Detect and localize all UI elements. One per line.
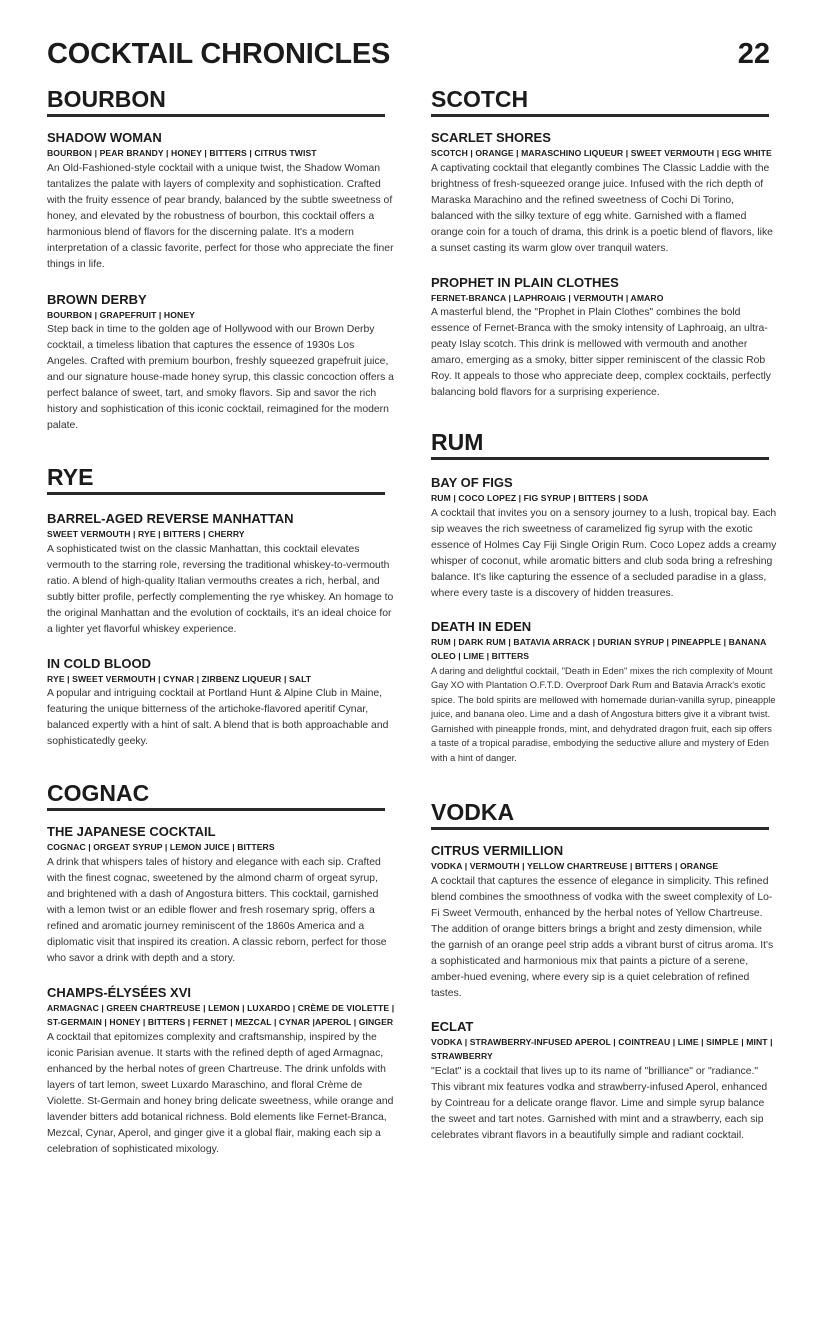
cocktail-name: BROWN DERBY — [47, 291, 147, 307]
cocktail-ingredients: COGNAC | ORGEAT SYRUP | LEMON JUICE | BITTERS — [47, 842, 275, 852]
page-number: 22 — [737, 38, 770, 70]
section-cognac — [47, 780, 395, 1158]
cocktail-description: Step back in time to the golden age of Hollywood with our Brown Derby cocktail, a timeless libation that captures the essence of 1930s Los Angeles. Crafted with premium bourbon, freshly squeezed grapefruit juice, and our signature house-made honey syrup, this classic concoction offers a perfect balance of sweet, tart, and smoky flavors. Sip and savor the rich history and sophistication of this iconic cocktail, reimagined for the modern palate. — [47, 324, 394, 431]
cocktail-champs-elysees-xvi — [47, 985, 395, 1158]
section-heading-cognac: COGNAC — [47, 780, 385, 811]
cocktail-shadow-woman — [47, 130, 395, 273]
cocktail-description: A cocktail that epitomizes complexity and craftsmanship, inspired by the iconic Parisian avenue. It starts with the refined depth of aged Armagnac, enhanced by the herbal notes of green Chartreuse. The drink unfolds with layers of tart lemon, sweet Luxardo Maraschino, and floral Crème de Violette. St-Germain and honey bring delicate sweetness, while orange and lavender bitters add botanical richness. Bold elements like Fernet-Branca, Mezcal, Cynar, Aperol, and ginger give it a global flair, making each sip a celebration of sophisticated mixology. — [47, 1031, 394, 1155]
section-heading-rum: RUM — [431, 429, 769, 460]
cocktail-scarlet-shores — [431, 130, 779, 257]
cocktail-name: BARREL-AGED REVERSE MANHATTAN — [47, 511, 294, 526]
cocktail-name: CHAMPS-ÉLYSÉES XVI — [47, 984, 192, 1000]
cocktail-description: A sophisticated twist on the classic Manhattan, this cocktail elevates vermouth to the starring role, reversing the traditional whiskey-to-vermouth ratio. A blend of high-quality Italian vermouths creates a rich, herbal, and subtly bitter profile, perfectly complementing the rye whiskey. An homage to the original Manhattan and the evolution of cocktails, it's an ideal choice for a lighter yet flavorful whiskey experience. — [47, 543, 394, 635]
cocktail-description: An Old-Fashioned-style cocktail with a unique twist, the Shadow Woman tantalizes the palate with layers of complexity and sophistication. Crafted with the fruity essence of pear brandy, balanced by the subtle sweetness of honey, and elevated by the robustness of bourbon, this cocktail offers a harmonious blend of flavors for the discerning palate. It's a modern interpretation of a classic favorite, perfect for those who appreciate the finer things in life. — [47, 162, 394, 270]
left-column — [47, 86, 395, 1158]
page-title: COCKTAIL CHRONICLES — [47, 38, 391, 70]
cocktail-ingredients: ARMAGNAC | GREEN CHARTREUSE | LEMON | LUXARDO | CRÈME DE VIOLETTE | ST-GERMAIN | HONEY | BITTERS | FERNET | MEZCAL | CYNAR |APEROL | GINGER — [47, 1002, 395, 1027]
cocktail-description: A drink that whispers tales of history and elegance with each sip. Crafted with the finest cognac, sweetened by the almond charm of orgeat syrup, and brightened with a dash of Angostura bitters. This cocktail, garnished with a lemon twist or an edible flower and fresh rosemary sprig, offers a refined and aromatic journey reminiscent of the 1860s America and a diplomatic visit that inspired its creation. A classic reborn, perfect for those who savor a drink with depth and a story. — [47, 856, 387, 964]
cocktail-description: "Eclat" is a cocktail that lives up to its name of "brilliance" or "radiance." This vibrant mix features vodka and strawberry-infused Aperol, enhanced by Cointreau for a delicate orange flavor. Lime and simple syrup balance the sweet and tart notes. Garnished with mint and a strawberry, each sip celebrates vibrant flavors in a beautifully simple and radiant cocktail. — [431, 1065, 768, 1141]
cocktail-description: A popular and intriguing cocktail at Portland Hunt & Alpine Club in Maine, featuring the unique bitterness of the artichoke-flavored aperitif Cynar, balanced expertly with a hint of salt. A blend that is both approachable and sophisticatedly geeky. — [47, 688, 389, 747]
cocktail-ingredients: VODKA | STRAWBERRY-INFUSED APEROL | COINTREAU | LIME | SIMPLE | MINT | STRAWBERRY — [431, 1036, 773, 1061]
cocktail-prophet-in-plain-clothes — [431, 275, 779, 402]
cocktail-name: DEATH IN EDEN — [431, 618, 532, 634]
section-scotch — [431, 86, 779, 401]
cocktail-bay-of-figs — [431, 475, 779, 602]
section-rum — [431, 429, 779, 765]
cocktail-ingredients: BOURBON | GRAPEFRUIT | HONEY — [47, 309, 195, 320]
cocktail-ingredients: BOURBON | PEAR BRANDY | HONEY | BITTERS | CITRUS TWIST — [47, 148, 317, 158]
cocktail-ingredients: VODKA | VERMOUTH | YELLOW CHARTREUSE | BITTERS | ORANGE — [431, 861, 719, 871]
cocktail-ingredients: SWEET VERMOUTH | RYE | BITTERS | CHERRY — [47, 529, 245, 539]
section-rye — [47, 464, 395, 750]
section-vodka — [431, 799, 779, 1144]
section-heading-rye: RYE — [47, 464, 385, 495]
cocktail-description: A cocktail that invites you on a sensory journey to a lush, tropical bay. Each sip weaves the rich sweetness of caramelized fig syrup with the exotic essence of Holmes Cay Fiji Single Origin Rum. Coco Lopez adds a creamy whisper of coconut, while aromatic bitters and club soda bring a refreshing balance. It's like capturing the essence of a secluded paradise in a glass, where every taste is a discovery of hidden treasures. — [431, 507, 777, 599]
cocktail-name: ECLAT — [431, 1018, 474, 1034]
cocktail-name: THE JAPANESE COCKTAIL — [47, 824, 216, 839]
cocktail-citrus-vermillion — [431, 843, 779, 1002]
cocktail-in-cold-blood — [47, 656, 395, 751]
cocktail-name: SCARLET SHORES — [431, 130, 551, 145]
cocktail-ingredients: RUM | COCO LOPEZ | FIG SYRUP | BITTERS | SODA — [431, 493, 649, 503]
cocktail-name: PROPHET IN PLAIN CLOTHES — [431, 274, 619, 290]
section-heading-scotch: SCOTCH — [431, 86, 769, 117]
cocktail-death-in-eden — [431, 619, 779, 766]
cocktail-eclat — [431, 1019, 779, 1144]
cocktail-description: A daring and delightful cocktail, "Death in Eden" mixes the rich complexity of Mount Gay XO with Plantation O.F.T.D. Overproof Dark Rum and Batavia Arrack's exotic spice. The bold spirits are mellowed with homemade durian-vanilla syrup, pineapple juice, and banana oleo. Lime and a dash of Angostura bitters give it a vibrant twist. Garnished with pineapple fronds, mint, and dehydrated dragon fruit, each sip offers a taste of a tropical paradise, embodying the seductive allure and mystery of Eden with a hint of danger. — [431, 665, 776, 763]
cocktail-ingredients: SCOTCH | ORANGE | MARASCHINO LIQUEUR | SWEET VERMOUTH | EGG WHITE — [431, 148, 772, 158]
cocktail-ingredients: FERNET-BRANCA | LAPHROAIG | VERMOUTH | AMARO — [431, 292, 664, 303]
cocktail-name: CITRUS VERMILLION — [431, 843, 564, 858]
cocktail-ingredients: RUM | DARK RUM | BATAVIA ARRACK | DURIAN SYRUP | PINEAPPLE | BANANA OLEO | LIME | BITTERS — [431, 636, 767, 661]
cocktail-brown-derby — [47, 292, 395, 435]
section-bourbon — [47, 86, 395, 434]
cocktail-description: A cocktail that captures the essence of elegance in simplicity. This refined blend combines the smoothness of vodka with the sweet complexity of Lo-Fi Sweet Vermouth, enhanced by the herbal notes of Yellow Chartreuse. The addition of orange bitters brings a bright and zesty dimension, while the garnish of an orange peel strip adds a vibrant burst of citrus aroma. It's a sophisticated and harmonious mix that paints a picture of a serene, amber-hued evening, where every sip is a quiet celebration of refined tastes. — [431, 875, 774, 999]
section-heading-vodka: VODKA — [431, 799, 769, 830]
right-column — [431, 86, 779, 1144]
cocktail-barrel-aged-reverse-manhattan — [47, 511, 395, 638]
cocktail-description: A captivating cocktail that elegantly combines The Classic Laddie with the brightness of fresh-squeezed orange juice. Infused with the rich depth of Maraska Marachino and the refined sweetness of Cochi Di Torino, balanced with the silky texture of egg white. Garnished with a flamed orange coin for a touch of drama, this drink is a poetic blend of flavors, like a sunset casting its warm glow over tranquil waters. — [431, 162, 773, 254]
cocktail-ingredients: RYE | SWEET VERMOUTH | CYNAR | ZIRBENZ LIQUEUR | SALT — [47, 673, 312, 684]
cocktail-name: BAY OF FIGS — [431, 475, 513, 490]
cocktail-description: A masterful blend, the "Prophet in Plain Clothes" combines the bold essence of Fernet-Branca with the smoky intensity of Laphroaig, an ultra-peaty Islay scotch. This drink is mellowed with vermouth and another amaro, emerging as a smoky, bitter sipper reminiscent of the classic Rob Roy. It appeals to those who appreciate deep, complex cocktails, perfectly balancing bold flavors for a surprising experience. — [431, 307, 771, 398]
cocktail-name: IN COLD BLOOD — [47, 655, 151, 671]
cocktail-the-japanese-cocktail — [47, 824, 395, 967]
cocktail-name: SHADOW WOMAN — [47, 130, 162, 145]
section-heading-bourbon: BOURBON — [47, 86, 385, 117]
